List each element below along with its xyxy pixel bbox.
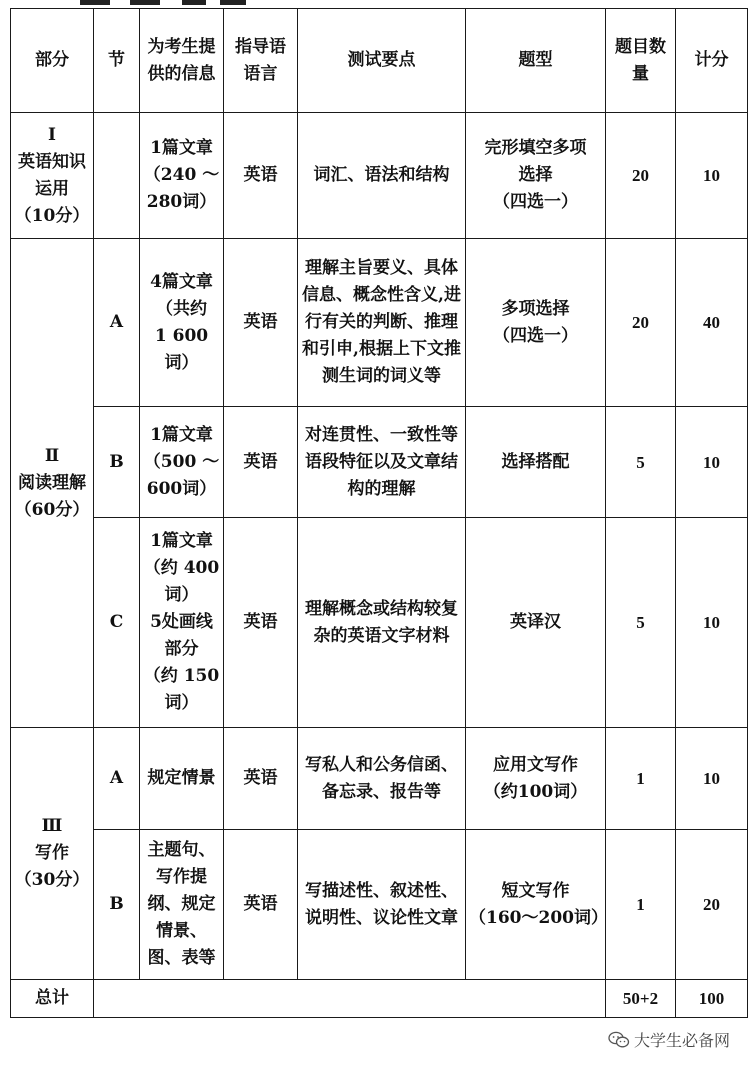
- info-cell: 4篇文章 （共约 1 600词）: [140, 239, 224, 407]
- info-cell: 1篇文章 （约 400 词） 5处画线 部分 （约 150 词）: [140, 518, 224, 728]
- table-row: [11, 239, 748, 407]
- part-score: （60分）: [14, 499, 90, 520]
- score-cell: 40: [676, 239, 748, 407]
- type-cell: 应用文写作 （约100词）: [466, 728, 606, 830]
- score-cell: 10: [676, 407, 748, 518]
- type-cell: 英译汉: [466, 518, 606, 728]
- count-cell: 5: [606, 518, 676, 728]
- points-cell: 理解概念或结构较复杂的英语文字材料: [298, 518, 466, 728]
- part-name: 英语知识运用: [18, 151, 86, 199]
- score-cell: 20: [676, 830, 748, 980]
- points-cell: 理解主旨要义、具体信息、概念性含义,进行有关的判断、推理和引申,根据上下文推测生词的词义等: [298, 239, 466, 407]
- section-cell: A: [94, 239, 140, 407]
- table-row: [11, 113, 748, 239]
- section-cell: B: [94, 830, 140, 980]
- header-type: 题型: [466, 9, 606, 113]
- table-row: [11, 407, 748, 518]
- header-count: 题目数量: [606, 9, 676, 113]
- type-cell: 完形填空多项 选择 （四选一）: [466, 113, 606, 239]
- points-cell: 写私人和公务信函、备忘录、报告等: [298, 728, 466, 830]
- score-cell: 10: [676, 728, 748, 830]
- part-name: 阅读理解: [18, 472, 86, 493]
- table-row: [11, 518, 748, 728]
- count-cell: 5: [606, 407, 676, 518]
- points-cell: 词汇、语法和结构: [298, 113, 466, 239]
- score-cell: 10: [676, 113, 748, 239]
- header-row: [11, 9, 748, 113]
- lang-cell: 英语: [224, 728, 298, 830]
- type-cell: 短文写作 （160～200词）: [466, 830, 606, 980]
- part-cell-writing: [11, 728, 94, 980]
- part-name: 写作: [35, 843, 69, 863]
- table-row: [11, 728, 748, 830]
- lang-cell: 英语: [224, 830, 298, 980]
- type-cell: 选择搭配: [466, 407, 606, 518]
- info-cell: 1篇文章 （240 ～ 280词）: [140, 113, 224, 239]
- watermark: [608, 1028, 730, 1051]
- total-row: [11, 980, 748, 1018]
- part-numeral: Ⅱ: [44, 445, 60, 466]
- header-score: 计分: [676, 9, 748, 113]
- part-score: （10分）: [14, 205, 90, 226]
- total-blank-cell: [94, 980, 606, 1018]
- watermark-text: 大学生必备网: [633, 1031, 730, 1050]
- header-part: 部分: [11, 9, 94, 113]
- lang-cell: 英语: [224, 407, 298, 518]
- part-numeral: Ⅲ: [41, 816, 63, 836]
- score-cell: 10: [676, 518, 748, 728]
- lang-cell: 英语: [224, 113, 298, 239]
- info-cell: 规定情景: [140, 728, 224, 830]
- lang-cell: 英语: [224, 239, 298, 407]
- section-cell: [94, 113, 140, 239]
- part-score: （30分）: [14, 870, 90, 890]
- wechat-icon: [608, 1031, 630, 1049]
- info-cell: 主题句、写作提纲、规定情景、图、表等: [140, 830, 224, 980]
- count-cell: 1: [606, 830, 676, 980]
- points-cell: 对连贯性、一致性等语段特征以及文章结构的理解: [298, 407, 466, 518]
- header-info: 为考生提供的信息: [140, 9, 224, 113]
- table-row: [11, 830, 748, 980]
- type-cell: 多项选择 （四选一）: [466, 239, 606, 407]
- points-cell: 写描述性、叙述性、说明性、议论性文章: [298, 830, 466, 980]
- exam-structure-table: [10, 8, 748, 1018]
- part-numeral: Ⅰ: [48, 124, 56, 145]
- part-cell-reading: [11, 239, 94, 728]
- part-cell-knowledge: [11, 113, 94, 239]
- header-points: 测试要点: [298, 9, 466, 113]
- section-cell: C: [94, 518, 140, 728]
- total-score: 100: [676, 980, 748, 1018]
- total-count: 50+2: [606, 980, 676, 1018]
- header-section: 节: [94, 9, 140, 113]
- section-cell: B: [94, 407, 140, 518]
- header-lang: 指导语语言: [224, 9, 298, 113]
- total-label: 总计: [11, 980, 94, 1018]
- count-cell: 1: [606, 728, 676, 830]
- lang-cell: 英语: [224, 518, 298, 728]
- info-cell: 1篇文章 （500 ～ 600词）: [140, 407, 224, 518]
- count-cell: 20: [606, 113, 676, 239]
- section-cell: A: [94, 728, 140, 830]
- count-cell: 20: [606, 239, 676, 407]
